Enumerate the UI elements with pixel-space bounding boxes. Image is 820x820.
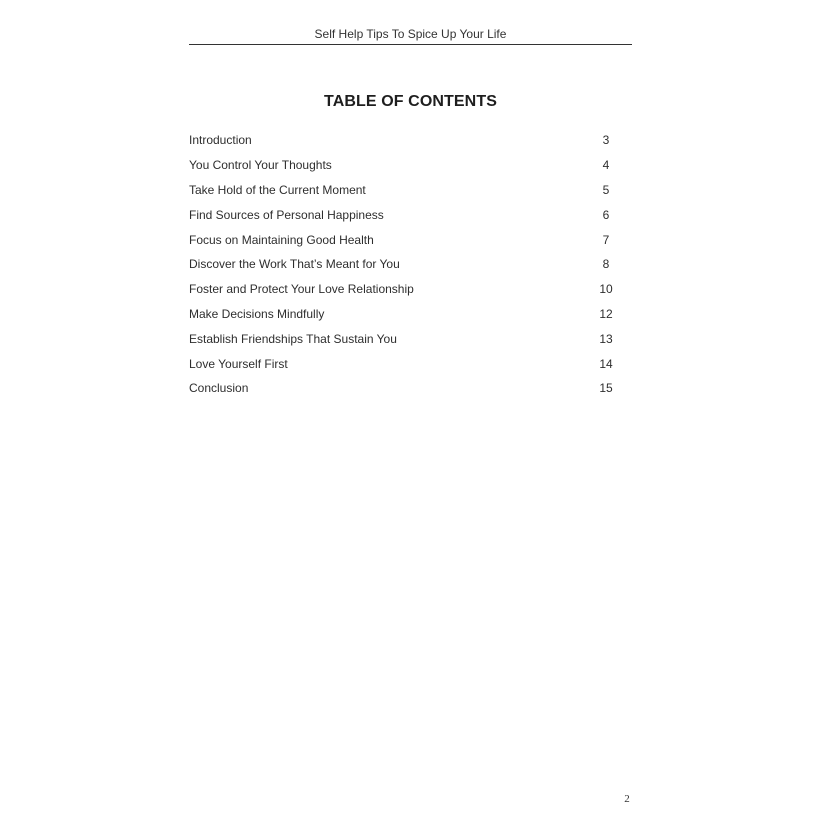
toc-entry-title: Discover the Work That’s Meant for You [189,257,400,272]
toc-entry-page: 3 [602,133,610,148]
toc-entry-page: 4 [602,158,610,173]
toc-entry[interactable] [189,128,619,153]
toc-entry-page: 14 [599,356,613,371]
toc-entry[interactable] [189,227,619,252]
toc-entry-title: Take Hold of the Current Moment [189,182,366,197]
page-number: 2 [624,793,630,805]
toc-entry-title: Introduction [189,133,252,148]
toc-entry[interactable] [189,202,619,227]
toc-entry-title: Make Decisions Mindfully [189,306,325,321]
toc-entry-page: 10 [599,282,613,297]
toc-entry[interactable] [189,178,619,203]
toc-entry-page: 5 [602,182,610,197]
running-header [189,27,632,45]
toc-entry-title: Focus on Maintaining Good Health [189,232,374,247]
toc-entry-page: 13 [599,331,613,346]
toc-entry[interactable] [189,351,619,376]
toc-entry[interactable] [189,376,619,401]
toc-entry-title: Foster and Protect Your Love Relationship [189,282,414,297]
book-title: Self Help Tips To Spice Up Your Life [314,27,507,41]
toc-entry-title: You Control Your Thoughts [189,158,332,173]
toc-entry[interactable] [189,153,619,178]
toc-entry-title: Love Yourself First [189,356,288,371]
toc-list [189,128,619,401]
toc-entry[interactable] [189,326,619,351]
toc-heading: TABLE OF CONTENTS [324,93,497,110]
toc-entry-title: Conclusion [189,381,249,396]
toc-entry-page: 6 [602,207,610,222]
toc-entry-title: Find Sources of Personal Happiness [189,207,384,222]
toc-entry-page: 15 [599,381,613,396]
toc-entry-page: 12 [599,306,613,321]
toc-entry[interactable] [189,277,619,302]
toc-entry-title: Establish Friendships That Sustain You [189,331,397,346]
toc-entry[interactable] [189,302,619,327]
toc-entry-page: 8 [602,257,610,272]
toc-entry-page: 7 [602,232,610,247]
toc-entry[interactable] [189,252,619,277]
